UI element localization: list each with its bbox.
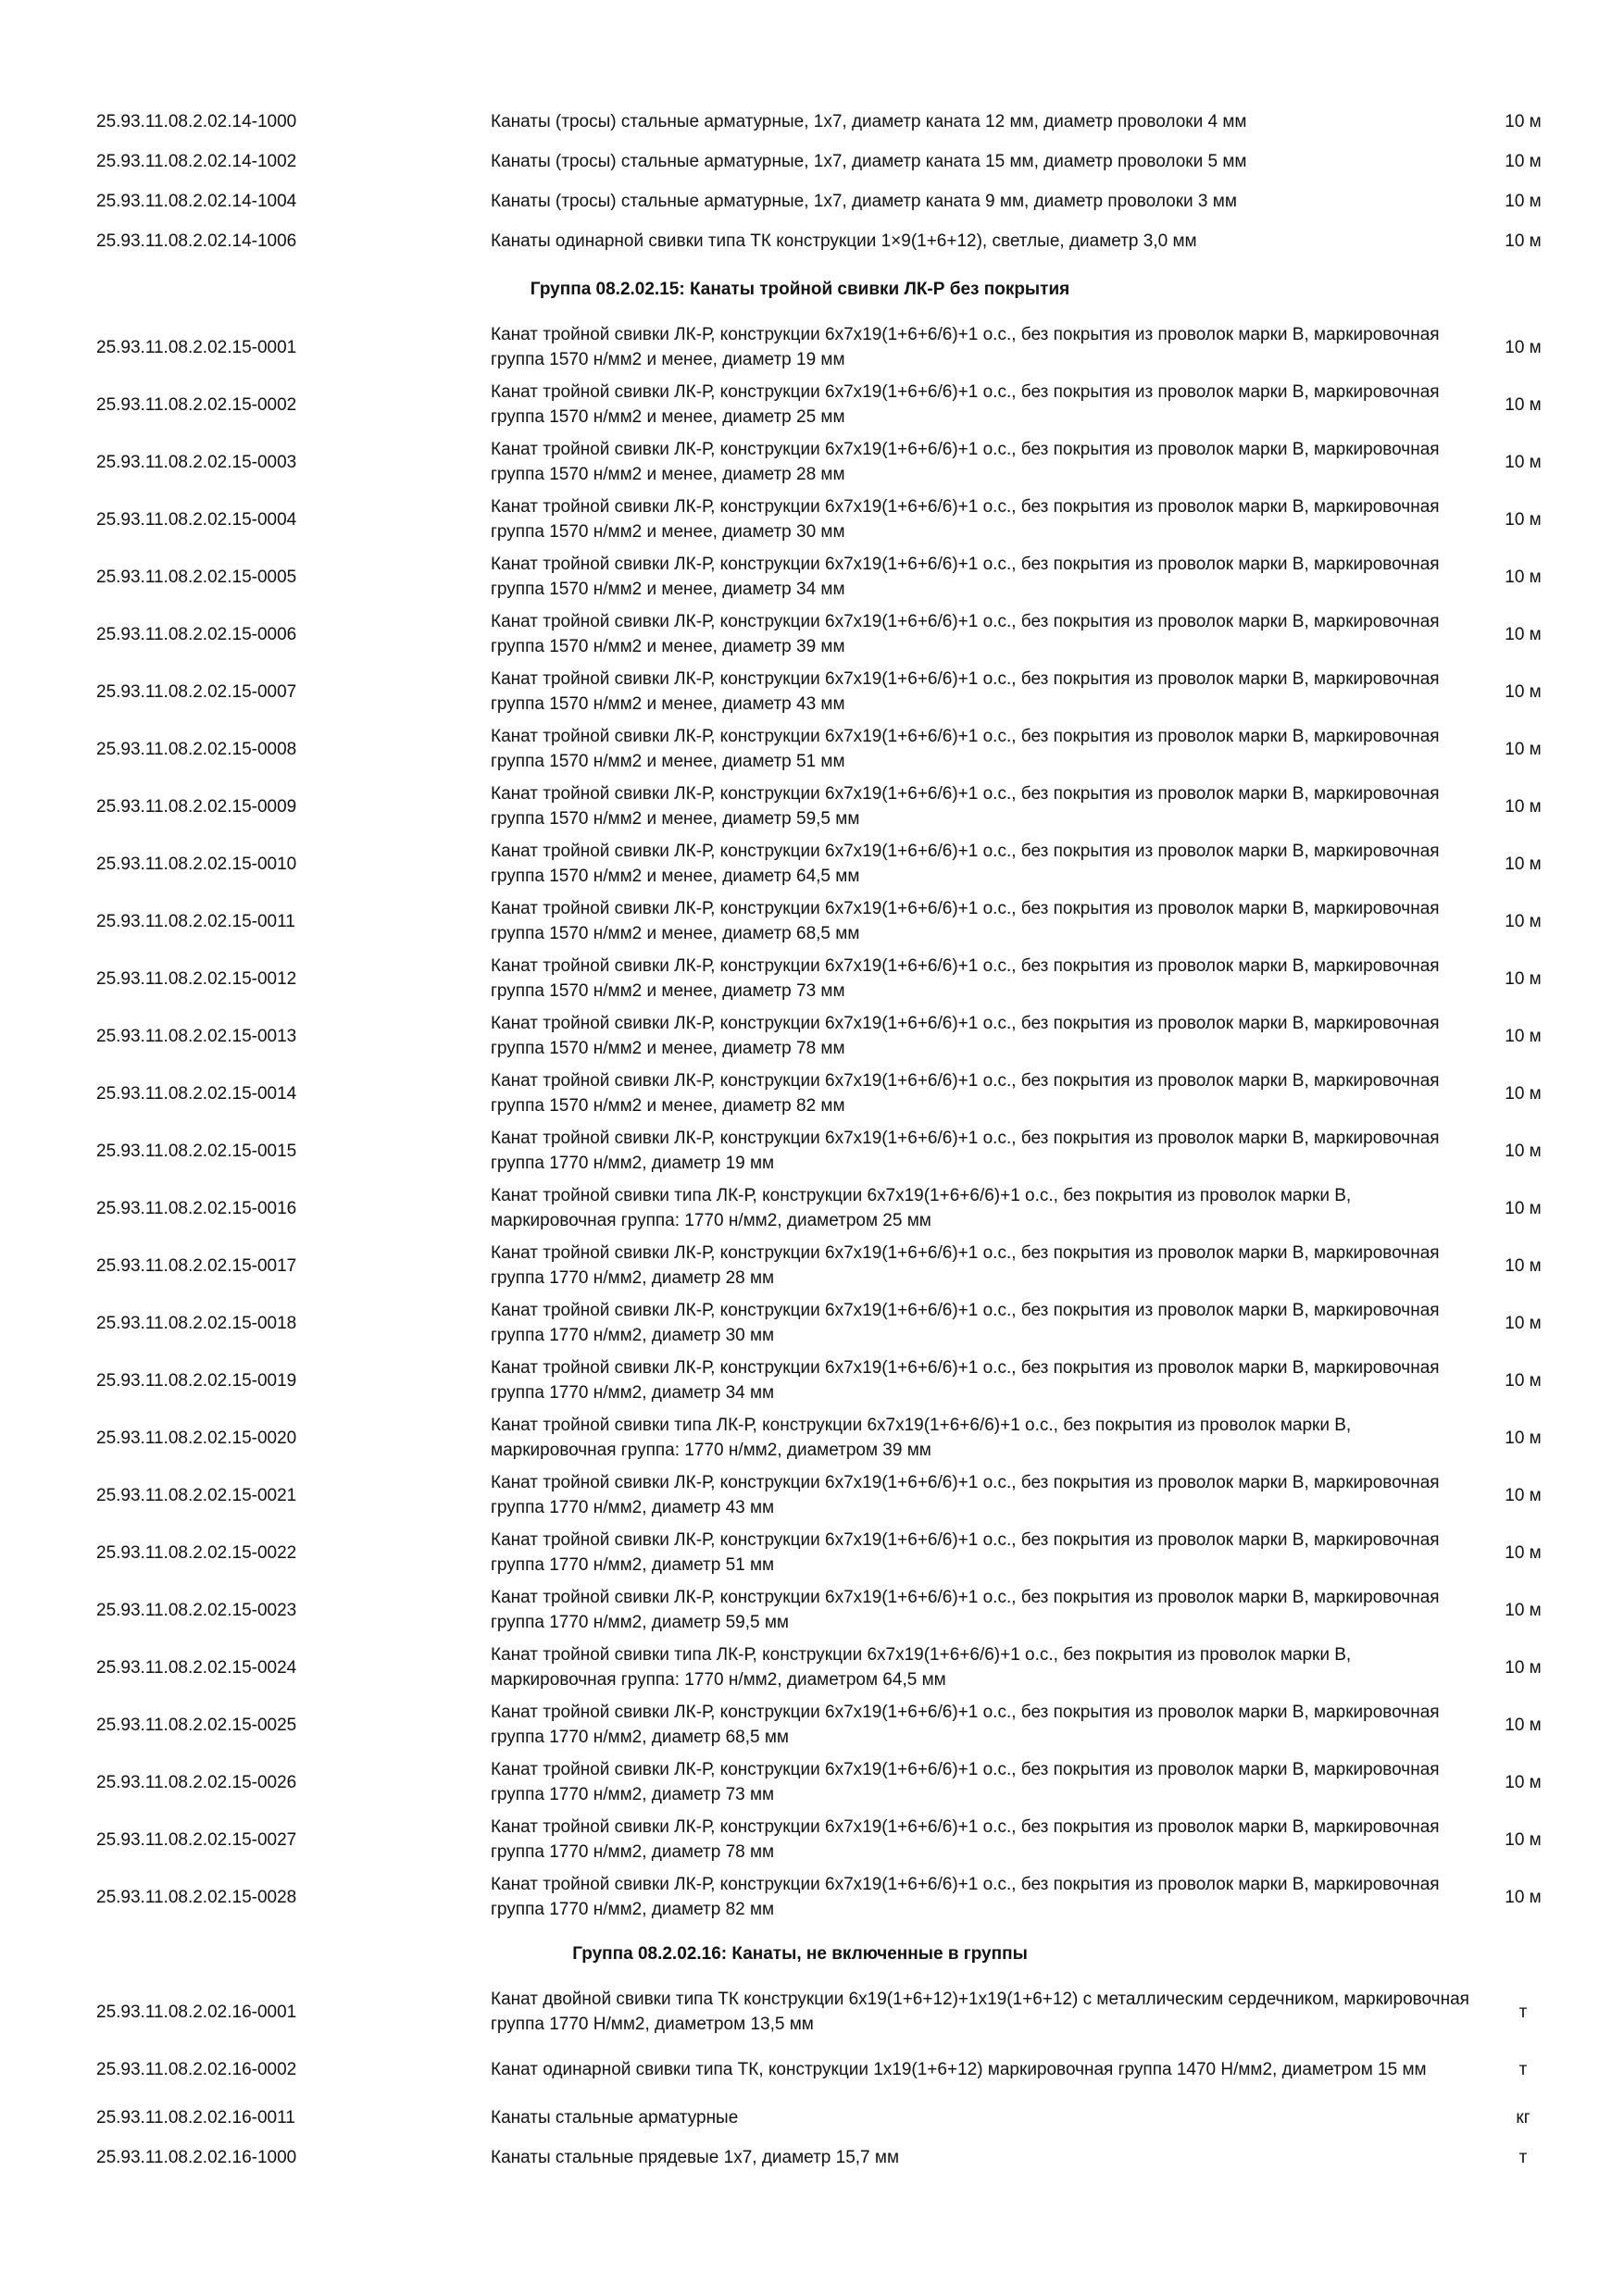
item-code: 25.93.11.08.2.02.14-1000: [96, 112, 297, 131]
table-row: [96, 720, 1578, 778]
item-description: Канат тройной свивки ЛК-Р, конструкции 6х7х19(1+6+6/6)+1 о.с., без покрытия из проволок марки В, маркировочная группа 1770 н/мм2, диаметр 68,5 мм: [491, 1703, 1440, 1747]
table-row: [96, 548, 1578, 605]
item-unit: 10 м: [1505, 796, 1542, 817]
table-row: [96, 892, 1578, 950]
item-unit: 10 м: [1505, 1198, 1542, 1218]
item-code: 25.93.11.08.2.02.15-0012: [96, 968, 297, 989]
item-code: 25.93.11.08.2.02.15-0022: [96, 1542, 297, 1563]
item-unit: 10 м: [1505, 1829, 1542, 1850]
item-description: Канат тройной свивки ЛК-Р, конструкции 6х7х19(1+6+6/6)+1 о.с., без покрытия из проволок марки В, маркировочная группа 1570 н/мм2 и менее, диаметр 30 мм: [491, 497, 1440, 542]
table-row: [96, 1007, 1578, 1065]
item-code: 25.93.11.08.2.02.15-0002: [96, 394, 297, 415]
item-unit: 10 м: [1505, 1428, 1542, 1448]
table-row: [96, 1179, 1578, 1237]
item-unit: 10 м: [1505, 567, 1542, 587]
item-description: Канат тройной свивки ЛК-Р, конструкции 6х7х19(1+6+6/6)+1 о.с., без покрытия из проволок марки В, маркировочная группа 1570 н/мм2 и менее, диаметр 34 мм: [491, 555, 1440, 599]
item-code: 25.93.11.08.2.02.15-0016: [96, 1198, 297, 1218]
item-description: Канат тройной свивки ЛК-Р, конструкции 6х7х19(1+6+6/6)+1 о.с., без покрытия из проволок марки В, маркировочная группа 1570 н/мм2 и менее, диаметр 59,5 мм: [491, 784, 1440, 829]
item-description: Канат тройной свивки ЛК-Р, конструкции 6х7х19(1+6+6/6)+1 о.с., без покрытия из проволок марки В, маркировочная группа 1770 н/мм2, диаметр 51 мм: [491, 1530, 1440, 1575]
item-code: 25.93.11.08.2.02.15-0005: [96, 567, 297, 587]
item-code: 25.93.11.08.2.02.15-0024: [96, 1657, 297, 1678]
item-description: Канат тройной свивки ЛК-Р, конструкции 6х7х19(1+6+6/6)+1 о.с., без покрытия из проволок марки В, маркировочная группа 1770 н/мм2, диаметр 30 мм: [491, 1301, 1440, 1345]
item-code: 25.93.11.08.2.02.14-1002: [96, 152, 297, 171]
table-row: [96, 491, 1578, 548]
item-description: Канат тройной свивки ЛК-Р, конструкции 6х7х19(1+6+6/6)+1 о.с., без покрытия из проволок марки В, маркировочная группа 1570 н/мм2 и менее, диаметр 82 мм: [491, 1071, 1440, 1116]
item-description: Канаты (тросы) стальные арматурные, 1х7, диаметр каната 15 мм, диаметр проволоки 5 мм: [491, 152, 1247, 171]
table-row: [96, 1352, 1578, 1409]
table-row: [96, 950, 1578, 1007]
item-unit: 10 м: [1505, 1370, 1542, 1391]
table-row: [96, 1696, 1578, 1753]
item-unit: 10 м: [1505, 968, 1542, 989]
item-code: 25.93.11.08.2.02.15-0021: [96, 1485, 297, 1505]
item-unit: 10 м: [1505, 739, 1542, 759]
item-unit: 10 м: [1505, 452, 1542, 472]
table-row: [96, 433, 1578, 491]
table-row: [96, 2040, 1578, 2098]
item-code: 25.93.11.08.2.02.15-0015: [96, 1141, 297, 1161]
item-code: 25.93.11.08.2.02.15-0004: [96, 509, 297, 530]
table-row: [96, 181, 1578, 221]
item-description: Канат тройной свивки ЛК-Р, конструкции 6х7х19(1+6+6/6)+1 о.с., без покрытия из проволок марки В, маркировочная группа 1570 н/мм2 и менее, диаметр 43 мм: [491, 669, 1440, 714]
table-row: [96, 1868, 1578, 1926]
item-code: 25.93.11.08.2.02.16-0002: [96, 2059, 297, 2079]
table-row: [96, 1524, 1578, 1581]
item-unit: 10 м: [1505, 1083, 1542, 1104]
item-description: Канат тройной свивки типа ЛК-Р, конструкции 6х7х19(1+6+6/6)+1 о.с., без покрытия из проволок марки В, маркировочная группа: 1770 н/мм2, диаметром 64,5 мм: [491, 1645, 1352, 1690]
table-row: [96, 1237, 1578, 1294]
item-description: Канат тройной свивки ЛК-Р, конструкции 6х7х19(1+6+6/6)+1 о.с., без покрытия из проволок марки В, маркировочная группа 1570 н/мм2 и менее, диаметр 51 мм: [491, 727, 1440, 771]
item-unit: 10 м: [1505, 1485, 1542, 1505]
item-description: Канат тройной свивки ЛК-Р, конструкции 6х7х19(1+6+6/6)+1 о.с., без покрытия из проволок марки В, маркировочная группа 1770 н/мм2, диаметр 28 мм: [491, 1243, 1440, 1288]
item-code: 25.93.11.08.2.02.15-0017: [96, 1255, 297, 1276]
item-unit: т: [1518, 2059, 1528, 2079]
group-heading: Группа 08.2.02.15: Канаты тройной свивки ЛК-Р без покрытия: [530, 280, 1070, 299]
item-code: 25.93.11.08.2.02.15-0009: [96, 796, 297, 817]
item-code: 25.93.11.08.2.02.15-0025: [96, 1715, 297, 1735]
item-unit: кг: [1516, 2108, 1530, 2128]
table-row: [96, 778, 1578, 835]
item-code: 25.93.11.08.2.02.14-1004: [96, 192, 297, 211]
item-description: Канат одинарной свивки типа ТК, конструкции 1х19(1+6+12) маркировочная группа 1470 Н/мм2, диаметром 15 мм: [491, 2059, 1427, 2079]
item-code: 25.93.11.08.2.02.15-0026: [96, 1772, 297, 1792]
item-code: 25.93.11.08.2.02.16-0001: [96, 2002, 297, 2022]
item-code: 25.93.11.08.2.02.16-1000: [96, 2148, 297, 2167]
item-code: 25.93.11.08.2.02.15-0010: [96, 854, 297, 874]
item-code: 25.93.11.08.2.02.15-0001: [96, 337, 297, 357]
item-code: 25.93.11.08.2.02.15-0023: [96, 1600, 297, 1620]
table-row: [96, 1983, 1578, 2040]
item-code: 25.93.11.08.2.02.15-0013: [96, 1026, 297, 1046]
table-row: [96, 1581, 1578, 1639]
item-unit: 10 м: [1505, 911, 1542, 931]
table-row: [96, 1065, 1578, 1122]
item-unit: 10 м: [1505, 854, 1542, 874]
item-description: Канат тройной свивки ЛК-Р, конструкции 6х7х19(1+6+6/6)+1 о.с., без покрытия из проволок марки В, маркировочная группа 1770 н/мм2, диаметр 73 мм: [491, 1760, 1440, 1804]
item-description: Канат тройной свивки ЛК-Р, конструкции 6х7х19(1+6+6/6)+1 о.с., без покрытия из проволок марки В, маркировочная группа 1770 н/мм2, диаметр 34 мм: [491, 1358, 1440, 1403]
item-unit: 10 м: [1505, 112, 1542, 131]
item-unit: 10 м: [1505, 152, 1542, 171]
table-row: [96, 221, 1578, 261]
item-code: 25.93.11.08.2.02.15-0019: [96, 1370, 297, 1391]
item-description: Канат тройной свивки ЛК-Р, конструкции 6х7х19(1+6+6/6)+1 о.с., без покрытия из проволок марки В, маркировочная группа 1570 н/мм2 и менее, диаметр 25 мм: [491, 382, 1440, 427]
item-unit: 10 м: [1505, 192, 1542, 211]
table-row: [96, 663, 1578, 720]
item-description: Канат тройной свивки ЛК-Р, конструкции 6х7х19(1+6+6/6)+1 о.с., без покрытия из проволок марки В, маркировочная группа 1570 н/мм2 и менее, диаметр 64,5 мм: [491, 842, 1440, 886]
item-description: Канат двойной свивки типа ТК конструкции 6х19(1+6+12)+1х19(1+6+12) с металлическим сердечником, маркировочная группа 1770 Н/мм2, диаметром 13,5 мм: [491, 1990, 1469, 2034]
table-row: [96, 1753, 1578, 1811]
item-description: Канат тройной свивки типа ЛК-Р, конструкции 6х7х19(1+6+6/6)+1 о.с., без покрытия из проволок марки В, маркировочная группа: 1770 н/мм2, диаметром 25 мм: [491, 1186, 1352, 1230]
item-description: Канат тройной свивки ЛК-Р, конструкции 6х7х19(1+6+6/6)+1 о.с., без покрытия из проволок марки В, маркировочная группа 1770 н/мм2, диаметр 59,5 мм: [491, 1588, 1440, 1632]
item-unit: т: [1518, 2002, 1528, 2022]
item-code: 25.93.11.08.2.02.15-0018: [96, 1313, 297, 1333]
item-description: Канат тройной свивки ЛК-Р, конструкции 6х7х19(1+6+6/6)+1 о.с., без покрытия из проволок марки В, маркировочная группа 1770 н/мм2, диаметр 19 мм: [491, 1129, 1440, 1173]
item-description: Канаты одинарной свивки типа ТК конструкции 1×9(1+6+12), светлые, диаметр 3,0 мм: [491, 231, 1197, 251]
item-code: 25.93.11.08.2.02.15-0008: [96, 739, 297, 759]
item-unit: 10 м: [1505, 1542, 1542, 1563]
item-unit: т: [1518, 2148, 1528, 2167]
item-description: Канат тройной свивки ЛК-Р, конструкции 6х7х19(1+6+6/6)+1 о.с., без покрытия из проволок марки В, маркировочная группа 1570 н/мм2 и менее, диаметр 68,5 мм: [491, 899, 1440, 943]
table-row: [96, 1466, 1578, 1524]
item-description: Канаты стальные арматурные: [491, 2108, 739, 2128]
item-description: Канат тройной свивки типа ЛК-Р, конструкции 6х7х19(1+6+6/6)+1 о.с., без покрытия из проволок марки В, маркировочная группа: 1770 н/мм2, диаметром 39 мм: [491, 1416, 1352, 1460]
item-unit: 10 м: [1505, 1657, 1542, 1678]
item-description: Канат тройной свивки ЛК-Р, конструкции 6х7х19(1+6+6/6)+1 о.с., без покрытия из проволок марки В, маркировочная группа 1570 н/мм2 и менее, диаметр 78 мм: [491, 1014, 1440, 1058]
item-code: 25.93.11.08.2.02.15-0003: [96, 452, 297, 472]
item-description: Канат тройной свивки ЛК-Р, конструкции 6х7х19(1+6+6/6)+1 о.с., без покрытия из проволок марки В, маркировочная группа 1770 н/мм2, диаметр 78 мм: [491, 1817, 1440, 1862]
item-description: Канаты (тросы) стальные арматурные, 1х7, диаметр каната 12 мм, диаметр проволоки 4 мм: [491, 112, 1247, 131]
item-code: 25.93.11.08.2.02.15-0020: [96, 1428, 297, 1448]
table-row: [96, 2098, 1578, 2138]
item-description: Канат тройной свивки ЛК-Р, конструкции 6х7х19(1+6+6/6)+1 о.с., без покрытия из проволок марки В, маркировочная группа 1770 н/мм2, диаметр 82 мм: [491, 1875, 1440, 1919]
table-row: [96, 1294, 1578, 1352]
item-description: Канат тройной свивки ЛК-Р, конструкции 6х7х19(1+6+6/6)+1 о.с., без покрытия из проволок марки В, маркировочная группа 1570 н/мм2 и менее, диаметр 39 мм: [491, 612, 1440, 656]
item-unit: 10 м: [1505, 1026, 1542, 1046]
item-code: 25.93.11.08.2.02.15-0007: [96, 681, 297, 702]
item-unit: 10 м: [1505, 1141, 1542, 1161]
table-row: [96, 1409, 1578, 1466]
table-row: [96, 142, 1578, 181]
table-row: [96, 835, 1578, 892]
item-unit: 10 м: [1505, 1313, 1542, 1333]
item-unit: 10 м: [1505, 394, 1542, 415]
item-description: Канаты (тросы) стальные арматурные, 1х7, диаметр каната 9 мм, диаметр проволоки 3 мм: [491, 192, 1237, 211]
table-row: [96, 1122, 1578, 1179]
item-code: 25.93.11.08.2.02.15-0028: [96, 1887, 297, 1907]
table-row: [96, 1639, 1578, 1696]
item-code: 25.93.11.08.2.02.15-0014: [96, 1083, 297, 1104]
item-description: Канаты стальные прядевые 1х7, диаметр 15,7 мм: [491, 2148, 900, 2167]
item-code: 25.93.11.08.2.02.16-0011: [96, 2108, 295, 2128]
table-row: [96, 1811, 1578, 1868]
item-description: Канат тройной свивки ЛК-Р, конструкции 6х7х19(1+6+6/6)+1 о.с., без покрытия из проволок марки В, маркировочная группа 1570 н/мм2 и менее, диаметр 28 мм: [491, 440, 1440, 484]
group-heading: Группа 08.2.02.16: Канаты, не включенные в группы: [572, 1944, 1028, 1964]
item-code: 25.93.11.08.2.02.15-0011: [96, 911, 295, 931]
table-row: [96, 318, 1578, 376]
item-code: 25.93.11.08.2.02.15-0006: [96, 624, 297, 644]
item-unit: 10 м: [1505, 681, 1542, 702]
item-description: Канат тройной свивки ЛК-Р, конструкции 6х7х19(1+6+6/6)+1 о.с., без покрытия из проволок марки В, маркировочная группа 1570 н/мм2 и менее, диаметр 73 мм: [491, 956, 1440, 1001]
item-description: Канат тройной свивки ЛК-Р, конструкции 6х7х19(1+6+6/6)+1 о.с., без покрытия из проволок марки В, маркировочная группа 1770 н/мм2, диаметр 43 мм: [491, 1473, 1440, 1517]
item-code: 25.93.11.08.2.02.15-0027: [96, 1829, 297, 1850]
table-row: [96, 102, 1578, 142]
item-unit: 10 м: [1505, 1600, 1542, 1620]
item-unit: 10 м: [1505, 337, 1542, 357]
item-code: 25.93.11.08.2.02.14-1006: [96, 231, 297, 251]
item-unit: 10 м: [1505, 1887, 1542, 1907]
table-row: [96, 605, 1578, 663]
item-unit: 10 м: [1505, 1255, 1542, 1276]
item-unit: 10 м: [1505, 624, 1542, 644]
price-list: [96, 102, 1578, 2177]
item-description: Канат тройной свивки ЛК-Р, конструкции 6х7х19(1+6+6/6)+1 о.с., без покрытия из проволок марки В, маркировочная группа 1570 н/мм2 и менее, диаметр 19 мм: [491, 325, 1440, 369]
item-unit: 10 м: [1505, 1715, 1542, 1735]
item-unit: 10 м: [1505, 1772, 1542, 1792]
item-unit: 10 м: [1505, 509, 1542, 530]
item-unit: 10 м: [1505, 231, 1542, 251]
table-row: [96, 2138, 1578, 2177]
table-row: [96, 376, 1578, 433]
